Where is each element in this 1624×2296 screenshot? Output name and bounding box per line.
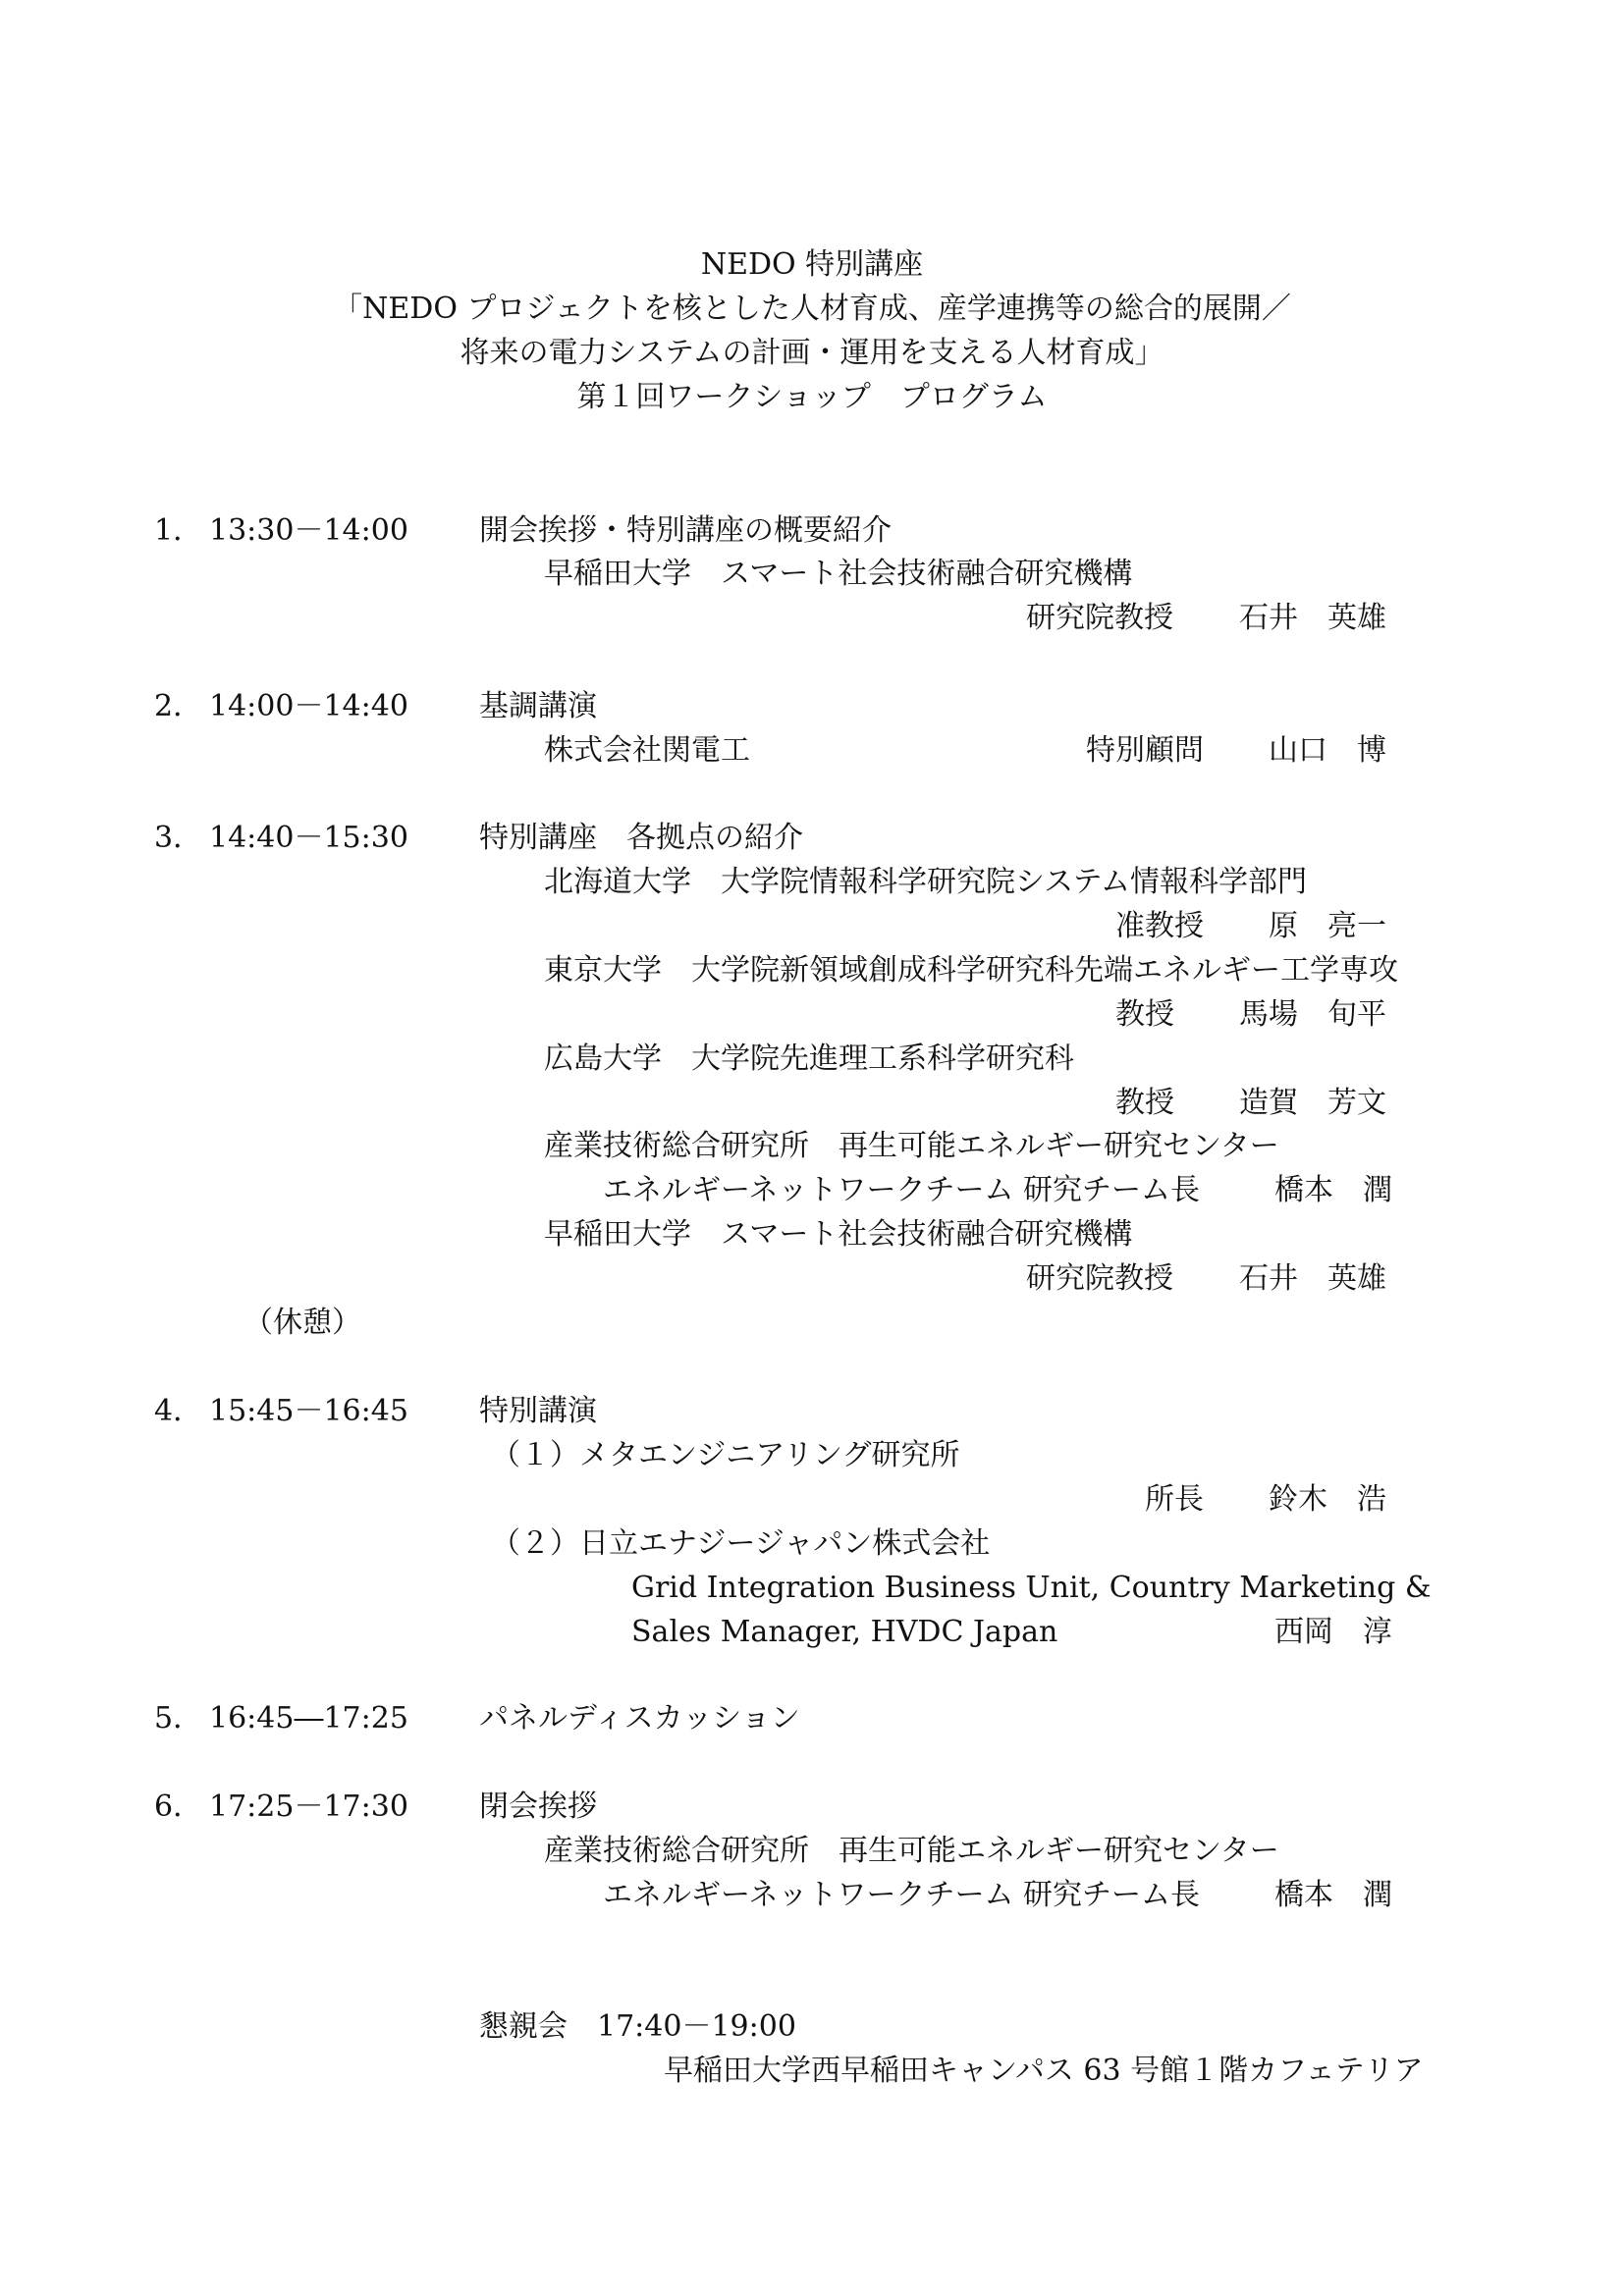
item-2-time: 14:00－14:40 (209, 689, 408, 723)
item-6-time: 17:25－17:30 (209, 1789, 408, 1824)
item-1-role: 研究院教授 (1026, 601, 1173, 635)
item-3-speaker-5-name: 石井 英雄 (1239, 1261, 1386, 1296)
item-3-speaker-3-name: 造賀 芳文 (1239, 1086, 1386, 1120)
item-4-talk-2-label: （２）日立エナジージャパン株式会社 (491, 1526, 991, 1561)
header-line-2: 「NEDO プロジェクトを核とした人材育成、産学連携等の総合的展開／ (333, 292, 1291, 326)
header-line-1: NEDO 特別講座 (700, 247, 924, 282)
item-3-speaker-4-dept-role: エネルギーネットワークチーム 研究チーム長 (603, 1173, 1201, 1207)
item-4-talk-1-name: 鈴木 浩 (1269, 1482, 1386, 1517)
item-5-number: 5． (154, 1701, 203, 1735)
item-4-talk-2-line-2: Sales Manager, HVDC Japan (631, 1615, 1058, 1649)
item-3-speaker-2-name: 馬場 旬平 (1239, 997, 1386, 1032)
item-4-time: 15:45－16:45 (209, 1394, 408, 1428)
item-1-org: 早稲田大学 スマート社会技術融合研究機構 (544, 557, 1133, 591)
item-3-time: 14:40－15:30 (209, 821, 408, 855)
item-3-speaker-1-org: 北海道大学 大学院情報科学研究院システム情報科学部門 (544, 865, 1307, 899)
item-4-talk-1-role: 所長 (1145, 1482, 1204, 1517)
item-3-speaker-2-org: 東京大学 大学院新領域創成科学研究科先端エネルギー工学専攻 (544, 953, 1398, 988)
item-2-role: 特別顧問 (1086, 733, 1204, 768)
item-5-time: 16:45―17:25 (209, 1701, 408, 1735)
item-6-name: 橋本 潤 (1274, 1878, 1392, 1912)
item-6-title: 閉会挨拶 (479, 1789, 597, 1824)
item-3-speaker-3-role: 教授 (1115, 1086, 1174, 1120)
item-3-number: 3． (154, 821, 203, 855)
reception-venue: 早稲田大学西早稲田キャンパス 63 号館１階カフェテリア (664, 2054, 1424, 2088)
item-4-talk-2-name: 西岡 淳 (1274, 1615, 1392, 1649)
item-3-title: 特別講座 各拠点の紹介 (479, 821, 803, 855)
item-6-dept-role: エネルギーネットワークチーム 研究チーム長 (603, 1878, 1201, 1912)
item-2-name: 山口 博 (1269, 733, 1386, 768)
item-3-speaker-3-org: 広島大学 大学院先進理工系科学研究科 (544, 1041, 1074, 1076)
item-3-speaker-4-name: 橋本 潤 (1274, 1173, 1392, 1207)
item-2-number: 2． (154, 689, 203, 723)
item-3-speaker-1-role: 准教授 (1115, 909, 1204, 943)
item-4-title: 特別講演 (479, 1394, 597, 1428)
item-6-number: 6． (154, 1789, 203, 1824)
item-3-speaker-4-org: 産業技術総合研究所 再生可能エネルギー研究センター (544, 1129, 1279, 1163)
item-1-time: 13:30－14:00 (209, 513, 408, 548)
item-4-talk-1-label: （１）メタエンジニアリング研究所 (491, 1438, 960, 1472)
item-1-number: 1． (154, 513, 203, 548)
item-3-speaker-5-org: 早稲田大学 スマート社会技術融合研究機構 (544, 1217, 1133, 1252)
item-2-org: 株式会社関電工 (544, 733, 750, 768)
header-line-3: 将来の電力システムの計画・運用を支える人材育成」 (460, 336, 1164, 370)
item-3-speaker-2-role: 教授 (1115, 997, 1174, 1032)
item-6-org: 産業技術総合研究所 再生可能エネルギー研究センター (544, 1834, 1279, 1868)
item-3-speaker-5-role: 研究院教授 (1026, 1261, 1173, 1296)
break-label: （休憩） (244, 1306, 361, 1340)
header-line-4: 第１回ワークショップ プログラム (576, 380, 1048, 414)
item-5-title: パネルディスカッション (479, 1701, 800, 1735)
item-4-talk-2-line-1: Grid Integration Business Unit, Country Marketing & (631, 1571, 1432, 1605)
item-1-title: 開会挨拶・特別講座の概要紹介 (479, 513, 892, 548)
item-2-title: 基調講演 (479, 689, 597, 723)
item-3-speaker-1-name: 原 亮一 (1269, 909, 1386, 943)
item-1-name: 石井 英雄 (1239, 601, 1386, 635)
reception-label: 懇親会 17:40－19:00 (479, 2009, 796, 2044)
item-4-number: 4． (154, 1394, 203, 1428)
